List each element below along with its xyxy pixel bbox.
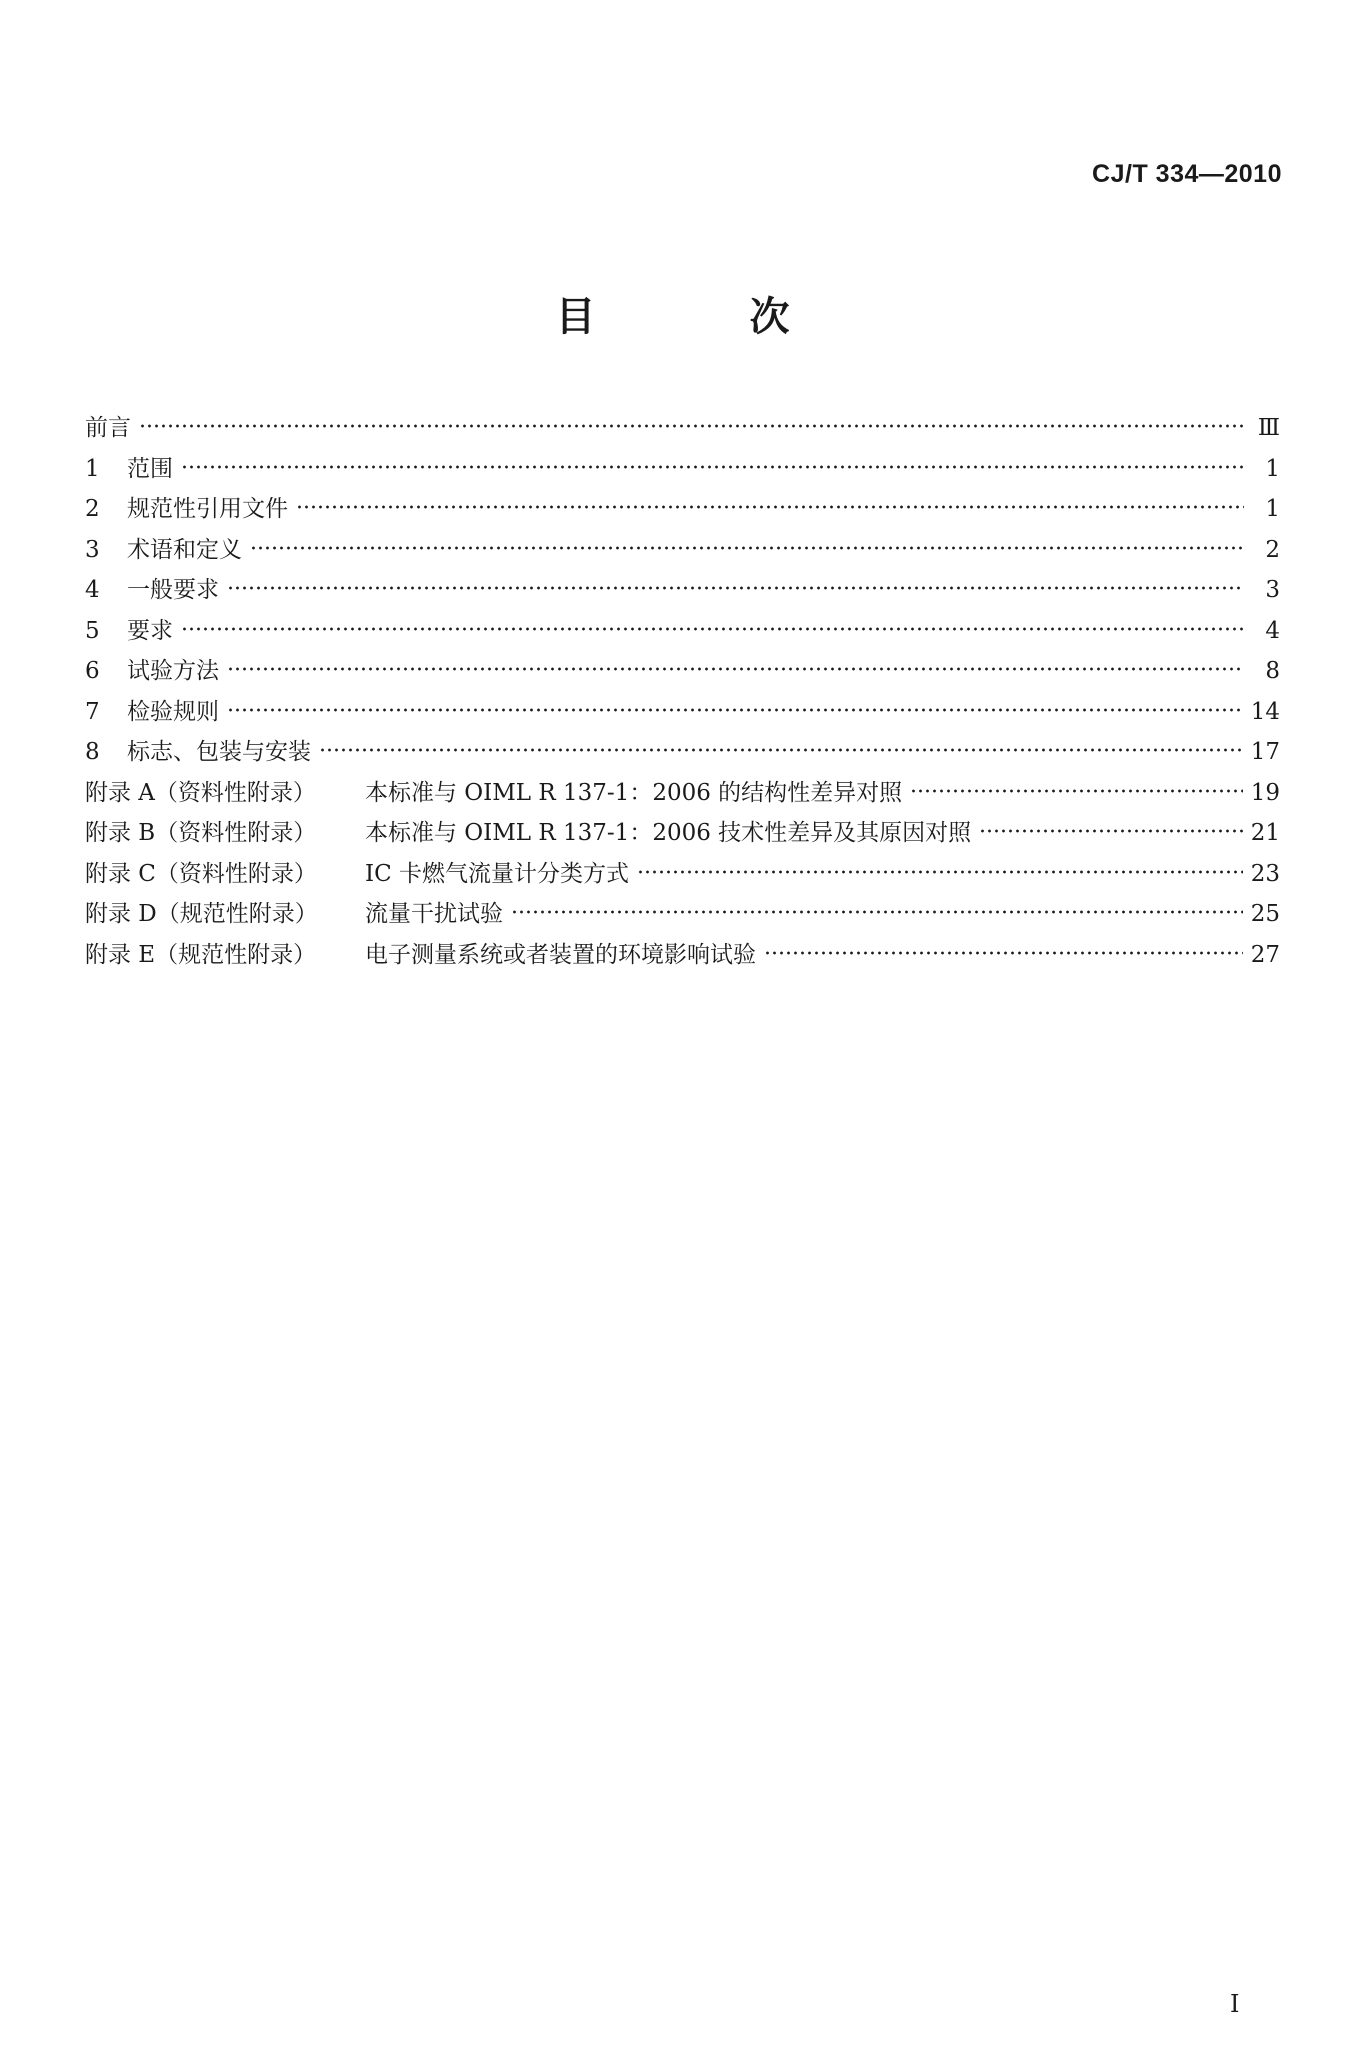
toc-appendix-a[interactable] [85, 773, 1280, 814]
toc-entry-title: 要求 [127, 617, 173, 644]
appendix-title: 本标准与 OIML R 137-1：2006 技术性差异及其原因对照 [365, 820, 972, 846]
dot-leader [910, 786, 1243, 796]
toc-entry-number: 3 [85, 536, 100, 563]
toc-entry-title: 一般要求 [127, 577, 219, 603]
toc-entry-number: 8 [85, 739, 100, 765]
toc-entry-number: 5 [85, 617, 100, 644]
appendix-label: 附录 A（资料性附录） [85, 779, 316, 806]
toc-appendix-b[interactable] [85, 813, 1280, 854]
toc-entry-3[interactable] [85, 530, 1280, 571]
appendix-title: 流量干扰试验 [365, 901, 503, 927]
dot-leader [139, 421, 1244, 431]
toc-entry-title: 规范性引用文件 [127, 496, 288, 522]
table-of-contents [85, 408, 1280, 975]
toc-entry-number: 6 [85, 658, 100, 684]
toc-entry-page: 27 [1250, 941, 1280, 968]
toc-appendix-d[interactable] [85, 894, 1280, 935]
toc-entry-title: 试验方法 [127, 658, 219, 684]
standard-number: CJ/T 334—2010 [1092, 160, 1282, 188]
toc-entry-number: 1 [85, 455, 100, 482]
dot-leader [319, 745, 1243, 755]
dot-leader [227, 583, 1244, 593]
dot-leader [181, 462, 1244, 472]
toc-entry-page: 8 [1265, 658, 1280, 684]
toc-entry-page: 2 [1265, 536, 1280, 563]
toc-entry-page: 25 [1250, 901, 1280, 927]
toc-entry-number: 2 [85, 496, 100, 522]
toc-entry-title: 术语和定义 [127, 536, 242, 563]
appendix-label: 附录 D（规范性附录） [85, 901, 318, 927]
dot-leader [637, 867, 1243, 877]
toc-entry-title: 标志、包装与安装 [127, 739, 311, 765]
dot-leader [181, 624, 1244, 634]
dot-leader [979, 826, 1243, 836]
dot-leader [511, 907, 1243, 917]
appendix-label: 附录 B（资料性附录） [85, 820, 317, 846]
toc-entry-page: 14 [1250, 698, 1280, 725]
toc-entry-page: 19 [1250, 779, 1280, 806]
toc-entry-page: 4 [1265, 617, 1280, 644]
toc-entry-page: 1 [1265, 455, 1280, 482]
toc-entry-5[interactable] [85, 611, 1280, 652]
toc-entry-6[interactable] [85, 651, 1280, 692]
toc-title: 目 次 [555, 294, 860, 340]
toc-entry-page: 1 [1265, 496, 1280, 522]
toc-entry-page: 23 [1250, 860, 1280, 887]
toc-entry-number: 7 [85, 698, 100, 725]
toc-entry-7[interactable] [85, 692, 1280, 733]
toc-entry-page: 17 [1250, 739, 1280, 765]
appendix-label: 附录 E（规范性附录） [85, 941, 317, 968]
appendix-title: 电子测量系统或者装置的环境影响试验 [365, 941, 756, 968]
toc-entry-4[interactable] [85, 570, 1280, 611]
toc-entry-page: 21 [1250, 820, 1280, 846]
toc-entry-8[interactable] [85, 732, 1280, 773]
page-number: I [1230, 1990, 1240, 2018]
dot-leader [250, 543, 1244, 553]
toc-entry-title: 范围 [127, 455, 173, 482]
toc-appendix-e[interactable] [85, 935, 1280, 976]
toc-entry-2[interactable] [85, 489, 1280, 530]
dot-leader [227, 705, 1243, 715]
toc-entry-title: 前言 [85, 415, 131, 441]
appendix-title: IC 卡燃气流量计分类方式 [365, 860, 629, 887]
dot-leader [764, 948, 1243, 958]
dot-leader [296, 502, 1244, 512]
toc-entry-page: 3 [1265, 577, 1280, 603]
appendix-label: 附录 C（资料性附录） [85, 860, 317, 887]
toc-entry-1[interactable] [85, 449, 1280, 490]
toc-appendix-c[interactable] [85, 854, 1280, 895]
dot-leader [227, 664, 1244, 674]
toc-entry-page: Ⅲ [1257, 415, 1280, 441]
toc-entry-number: 4 [85, 577, 100, 603]
toc-entry-foreword[interactable] [85, 408, 1280, 449]
toc-entry-title: 检验规则 [127, 698, 219, 725]
appendix-title: 本标准与 OIML R 137-1：2006 的结构性差异对照 [365, 779, 903, 806]
